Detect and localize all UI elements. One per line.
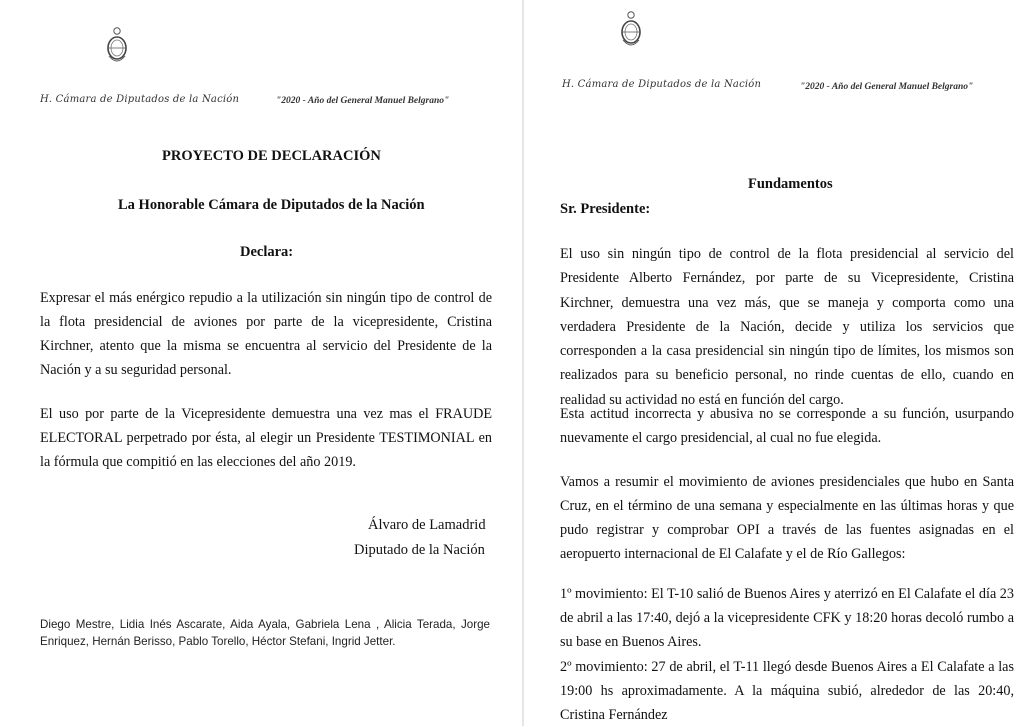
header-year-motto: "2020 - Año del General Manuel Belgrano"	[276, 96, 450, 106]
coat-of-arms-seal-icon	[618, 10, 644, 50]
salutation: Sr. Presidente:	[560, 201, 651, 217]
movement-1: 1º movimiento: El T-10 salió de Buenos Aires y aterrizó en El Calafate el día 23 de abril a las 17:40, dejó a la vicepresidente CFK y 18:20 horas decoló rumbo a su base en Buenos Aires.	[560, 586, 1014, 650]
header-chamber-name: H. Cámara de Diputados de la Nación	[562, 79, 762, 90]
chamber-heading: La Honorable Cámara de Diputados de la Nación	[118, 197, 425, 213]
fundamentos-paragraph-1: El uso sin ningún tipo de control de la flota presidencial al servicio del Presidente Alberto Fernández, por parte de su Vicepresidente, Cristina Kirchner, demuestra una vez más, que se maneja y comporta como una verdadera Presidente de la Nación, decide y utiliza los servicios que corresponden a la casa presidencial sin ningún tipo de límites, los mismos son realizados para su beneficio personal, no rinde cuentas de ello, cuando en realidad su actividad no está en función del cargo.	[560, 246, 1014, 408]
signature-name: Álvaro de Lamadrid	[368, 517, 486, 533]
cosigners-list: Diego Mestre, Lidia Inés Ascarate, Aida Ayala, Gabriela Lena , Alicia Terada, Jorge Enriquez, Hernán Berisso, Pablo Torello, Héctor Stefani, Ingrid Jetter.	[40, 618, 490, 648]
fundamentos-paragraph-2: Esta actitud incorrecta y abusiva no se corresponde a su función, usurpando nuevamente el cargo presidencial, al cual no fue elegida.	[560, 406, 1014, 446]
project-title: PROYECTO DE DECLARACIÓN	[162, 148, 381, 164]
header-year-motto: "2020 - Año del General Manuel Belgrano"	[800, 82, 974, 92]
fundamentos-paragraph-3: Vamos a resumir el movimiento de aviones presidenciales que hubo en Santa Cruz, en el término de una semana y especialmente en las últimas horas y que pudo registrar y comprobar OPI a través de las fuentes asignadas en el aeropuerto internacional de El Calafate y el de Río Gallegos:	[560, 474, 1014, 562]
coat-of-arms-seal-icon	[104, 26, 130, 66]
page-divider	[522, 0, 524, 726]
right-document-page	[528, 0, 1024, 726]
header-chamber-name: H. Cámara de Diputados de la Nación	[40, 94, 240, 105]
signature-title: Diputado de la Nación	[354, 542, 485, 558]
fundamentos-heading: Fundamentos	[748, 176, 833, 192]
movement-2: 2º movimiento: 27 de abril, el T-11 llegó desde Buenos Aires a El Calafate a las 19:00 hs aproximadamente. A la máquina subió, alrededor de las 20:40, Cristina Fernández	[560, 659, 1014, 723]
declaration-paragraph-2: El uso por parte de la Vicepresidente demuestra una vez mas el FRAUDE ELECTORAL perpetrado por ésta, al elegir un Presidente TESTIMONIAL en la fórmula que compitió en las elecciones del año 2019.	[40, 406, 492, 470]
declaration-paragraph-1: Expresar el más enérgico repudio a la utilización sin ningún tipo de control de la flota presidencial de aviones por parte de la vicepresidente, Cristina Kirchner, atento que la misma se encuentra al servicio del Presidente de la Nación y a su seguridad personal.	[40, 290, 492, 378]
declara-heading: Declara:	[240, 244, 294, 260]
